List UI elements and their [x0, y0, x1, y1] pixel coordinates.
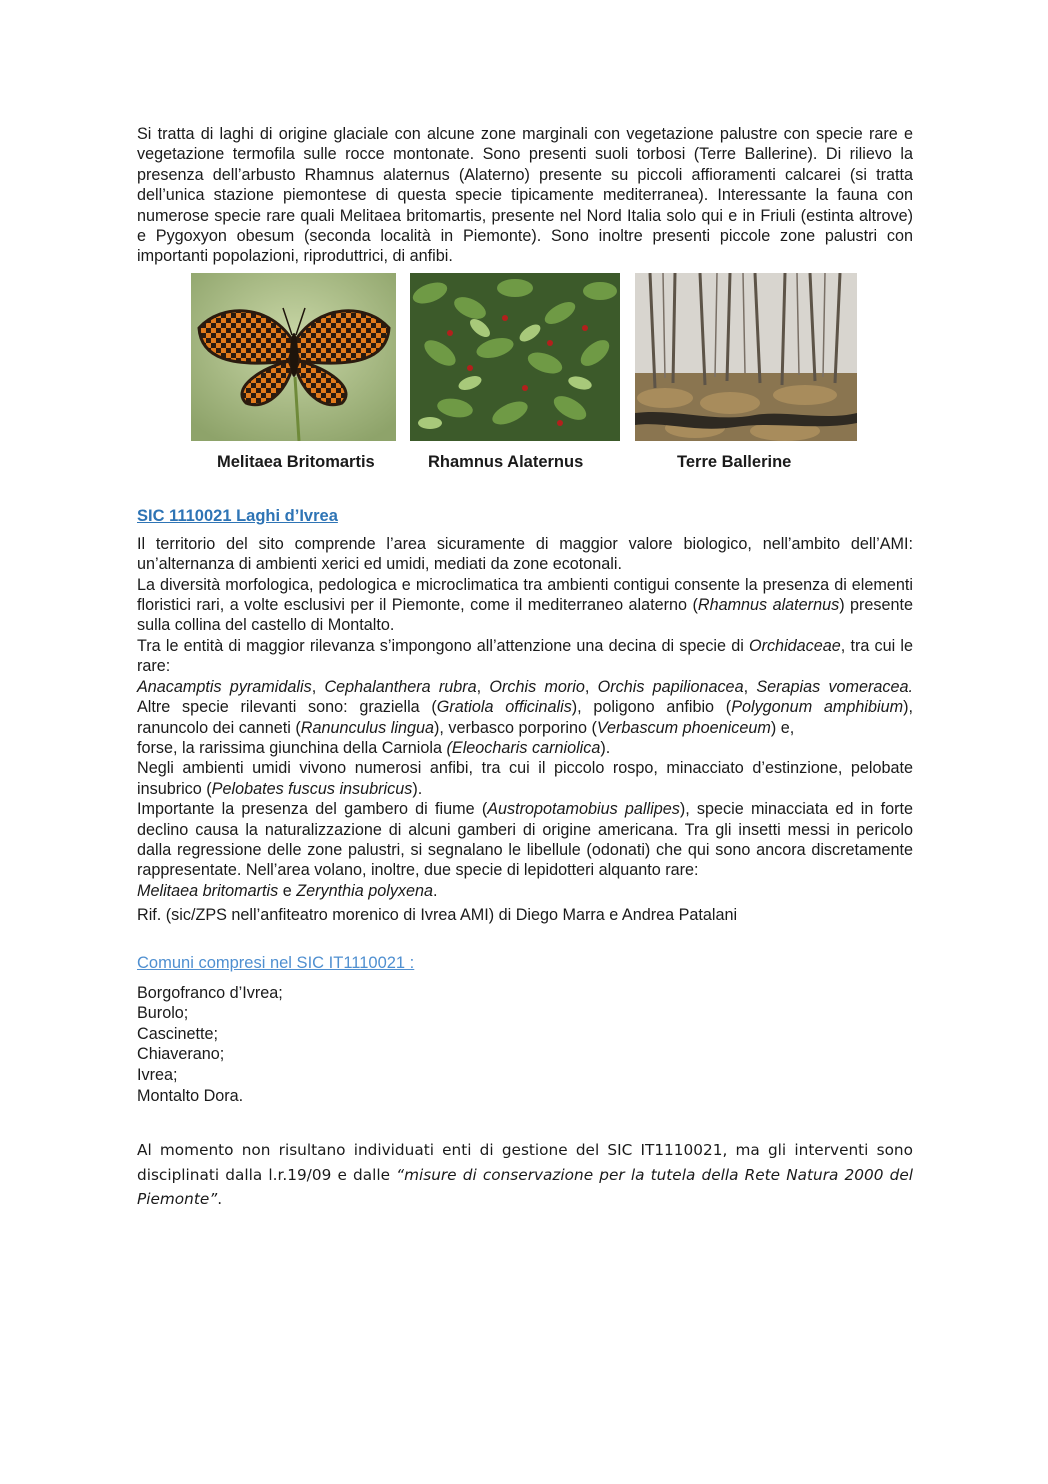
species-name: Orchis papilionacea	[597, 677, 744, 696]
species-name: Cephalanthera rubra	[324, 677, 477, 696]
species-name: Verbascum phoeniceum	[596, 718, 771, 737]
species-name: Anacamptis pyramidalis	[137, 677, 312, 696]
text-run: ).	[412, 779, 423, 798]
document-page	[137, 124, 913, 1227]
closing-paragraph	[137, 1138, 913, 1212]
species-name: Orchidaceae	[748, 636, 841, 655]
reference-line: Rif. (sic/ZPS nell’anfiteatro morenico di Ivrea AMI) di Diego Marra e Andrea Patalani	[137, 906, 738, 925]
list-item: Ivrea;	[137, 1065, 178, 1084]
species-paragraph	[137, 677, 913, 738]
species-name: Polygonum amphibium	[731, 698, 904, 717]
species-name: Zerynthia polyxena	[296, 881, 434, 900]
species-name: Gratiola officinalis	[436, 698, 572, 717]
list-item: Montalto Dora.	[137, 1086, 244, 1105]
text-run: .	[433, 881, 438, 900]
section-paragraph	[137, 758, 913, 799]
section-paragraph	[137, 636, 913, 677]
text-run: forse, la rarissima giunchina della Carniola	[137, 738, 447, 757]
wetland-photo	[635, 273, 857, 441]
text-run: Altre specie rilevanti sono: graziella (	[137, 698, 437, 717]
text-run: ) presente sulla collina del castello di Montalto.	[137, 596, 914, 635]
species-name: Serapias vomeracea.	[756, 677, 914, 696]
text-run: Negli ambienti umidi vivono numerosi anfibi, tra cui il piccolo rospo, minacciato d’estinzione, pelobate insubrico (	[137, 759, 913, 798]
list-item: Cascinette;	[137, 1024, 218, 1043]
species-name: Melitaea britomartis	[137, 881, 279, 900]
list-item: Borgofranco d’Ivrea;	[137, 983, 283, 1002]
species-name: Ranunculus lingua	[300, 718, 434, 737]
section-paragraph	[137, 738, 913, 758]
photo-caption: Rhamnus Alaternus	[428, 452, 584, 471]
section-paragraph: Il territorio del sito comprende l’area sicuramente di maggior valore biologico, nell’ambito dell’AMI: un’alternanza di ambienti xerici ed umidi, mediati da zone ecotonali.	[137, 534, 913, 574]
species-name: (Eleocharis carniolica	[446, 738, 601, 757]
intro-paragraph: Si tratta di laghi di origine glaciale con alcune zone marginali con vegetazione palustre con specie rare e vegetazione termofila sulle rocce montonate. Sono presenti suoli torbosi (Terre Ballerine). Di rilievo la presenza dell’arbusto Rhamnus alaternus (Alaterno) presente su piccoli affioramenti calcarei (si tratta dell’unica stazione piemontese di questa specie tipicamente mediterranea). Interessante la fauna con numerose specie rare quali Melitaea britomartis, presente nel Nord Italia solo qui e in Friuli (estinta altrove) e Pygoxyon obesum (seconda località in Piemonte). Sono inoltre presenti piccole zone palustri con importanti popolazioni, riproduttrici, di anfibi.	[137, 125, 913, 266]
quoted-title: “misure di conservazione per la tutela della Rete Natura 2000 del Piemonte”	[137, 1165, 913, 1209]
list-item: Chiaverano;	[137, 1045, 225, 1064]
text-run: ) e,	[770, 718, 795, 737]
text-run: Al momento non risultano individuati enti di gestione del SIC IT1110021, ma gli interventi sono disciplinati dalla l.r.19/09 e dalle	[137, 1141, 913, 1184]
municipality-list	[137, 983, 913, 1107]
photo-caption: Melitaea Britomartis	[217, 452, 375, 471]
text-run: Importante la presenza del gambero di fiume (	[137, 800, 488, 819]
text-run: ,	[743, 677, 757, 696]
text-run: Tra le entità di maggior rilevanza s’impongono all’attenzione una decina di specie di	[137, 636, 749, 655]
section-paragraph	[137, 575, 913, 636]
text-run: ), ranuncolo dei canneti (	[137, 698, 913, 737]
section-paragraph	[137, 799, 913, 881]
text-run: .	[217, 1190, 223, 1209]
text-run: ).	[600, 738, 611, 757]
text-run: ), poligono anfibio (	[571, 698, 732, 717]
text-run: La diversità morfologica, pedologica e microclimatica tra ambienti contigui consente la presenza di elementi floristici rari, a volte esclusivi per il Piemonte, come il mediterraneo alaterno (	[137, 575, 913, 615]
shrub-photo	[410, 273, 620, 441]
species-name: Rhamnus alaternus	[697, 596, 840, 615]
photo-caption: Terre Ballerine	[677, 452, 792, 471]
text-run: e	[278, 881, 297, 900]
section-heading-link[interactable]: SIC 1110021 Laghi d’Ivrea	[137, 506, 338, 525]
text-run: ), specie minacciata ed in forte declino causa la naturalizzazione di alcuni gamberi di origine americana. Tra gli insetti messi in pericolo dalla regressione delle zone palustri, si segnalano le libellule (odonati) che qui sono ancora discretamente rappresentate. Nell’area volano, inoltre, due specie di lepidotteri alquanto rare:	[137, 800, 913, 880]
species-name: Austropotamobius pallipes	[487, 800, 680, 819]
text-run: , tra cui le rare:	[137, 636, 913, 676]
butterfly-photo	[191, 273, 396, 441]
species-name: Orchis morio	[489, 677, 585, 696]
section-paragraph	[137, 881, 913, 901]
species-name: Pelobates fuscus insubricus	[211, 779, 413, 798]
list-item: Burolo;	[137, 1004, 189, 1023]
text-run: ,	[476, 677, 490, 696]
municipalities-heading-link[interactable]: Comuni compresi nel SIC IT1110021 :	[137, 953, 415, 972]
text-run: ), verbasco porporino (	[433, 718, 597, 737]
text-run: ,	[311, 677, 325, 696]
text-run: ,	[584, 677, 598, 696]
photo-strip	[137, 273, 913, 485]
